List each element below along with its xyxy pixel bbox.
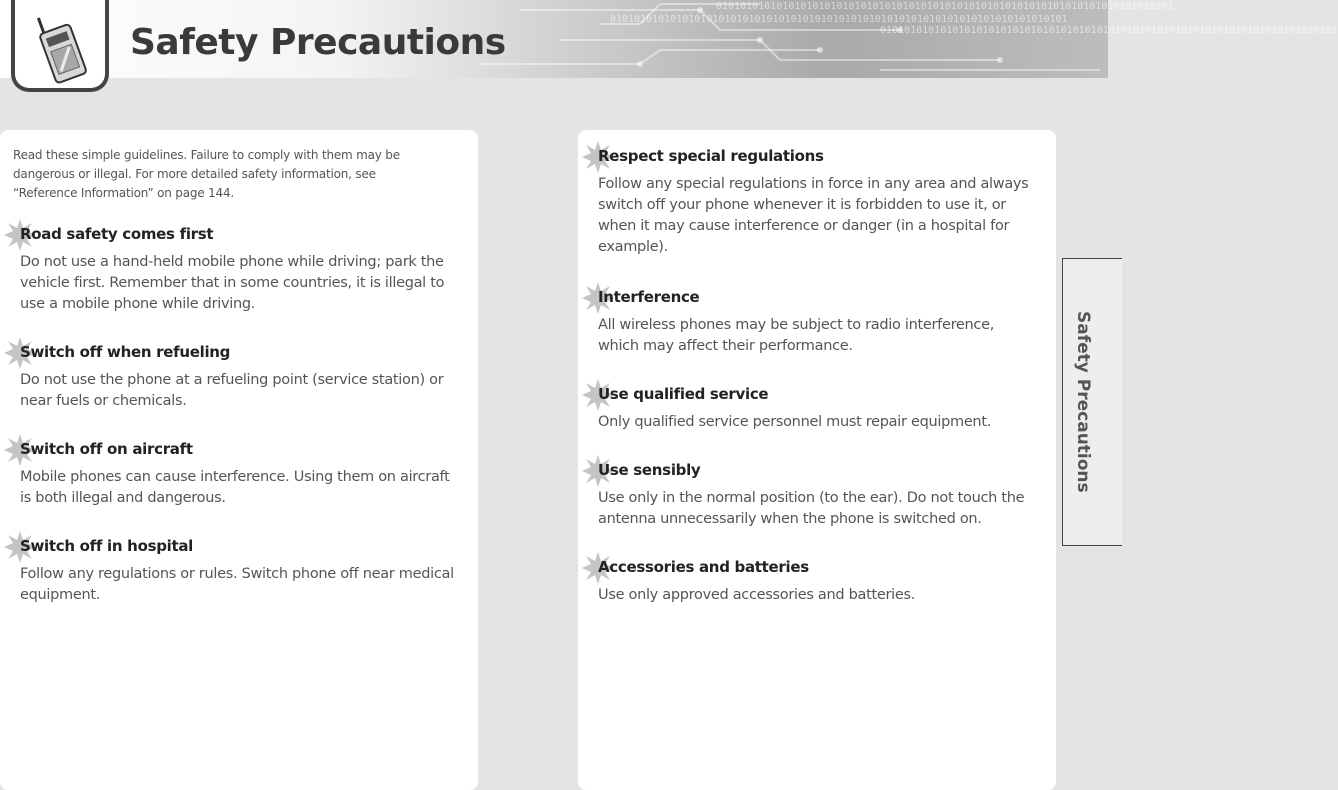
side-tab-label: Safety Precautions [1073,311,1093,493]
binary-decoration: 0101010101010101010101010101010101010101010101010101010101010101010101010101 [610,14,1068,25]
right-panel [578,130,1056,790]
left-panel [0,130,478,790]
section-road-safety [13,223,456,315]
section-body: Mobile phones can cause interference. Using them on aircraft is both illegal and dangerous. [20,469,450,506]
section-body: Do not use a hand-held mobile phone while driving; park the vehicle first. Remember that in some countries, it is illegal to use a mobile phone while driving. [20,254,445,312]
section-interference [598,286,1030,357]
section-special-regulations [598,145,1030,258]
binary-decoration: 0101010101010101010101010101010101010101010101010101010101010101010101010101 [880,25,1338,36]
section-body: Follow any special regulations in force in any area and always switch off your phone whenever it is forbidden to use it, or when it may cause interference or danger (in a hospital for example). [598,176,1029,255]
section-heading: Interference [598,286,1030,308]
section-heading: Switch off in hospital [13,535,456,557]
section-body: Do not use the phone at a refueling point (service station) or near fuels or chemicals. [20,372,444,409]
section-body: Follow any regulations or rules. Switch phone off near medical equipment. [20,566,454,603]
section-refueling [13,341,456,412]
section-body: Use only in the normal position (to the ear). Do not touch the antenna unnecessarily when the phone is switched on. [598,490,1025,527]
section-body: Only qualified service personnel must repair equipment. [598,414,992,430]
section-heading: Use qualified service [598,383,1030,405]
section-use-sensibly [598,459,1030,530]
section-heading: Accessories and batteries [598,556,1030,578]
binary-decoration: 0101010101010101010101010101010101010101010101010101010101010101010101010101 [716,1,1174,12]
section-heading: Road safety comes first [13,223,456,245]
section-body: Use only approved accessories and batteries. [598,587,916,603]
page-title: Safety Precautions [130,22,506,63]
section-heading: Switch off when refueling [13,341,456,363]
section-heading: Switch off on aircraft [13,438,456,460]
section-accessories [598,556,1030,606]
section-heading: Use sensibly [598,459,1030,481]
section-aircraft [13,438,456,509]
side-tab-safety-precautions[interactable] [1062,258,1122,546]
section-hospital [13,535,456,606]
section-qualified-service [598,383,1030,433]
logo-badge [11,0,109,92]
section-heading: Respect special regulations [598,145,1030,167]
mobile-phone-icon [33,4,89,84]
intro-text: Read these simple guidelines. Failure to comply with them may be dangerous or illegal. For more detailed safety information, see “Reference Information” on page 144. [13,148,400,200]
section-body: All wireless phones may be subject to radio interference, which may affect their performance. [598,317,995,354]
